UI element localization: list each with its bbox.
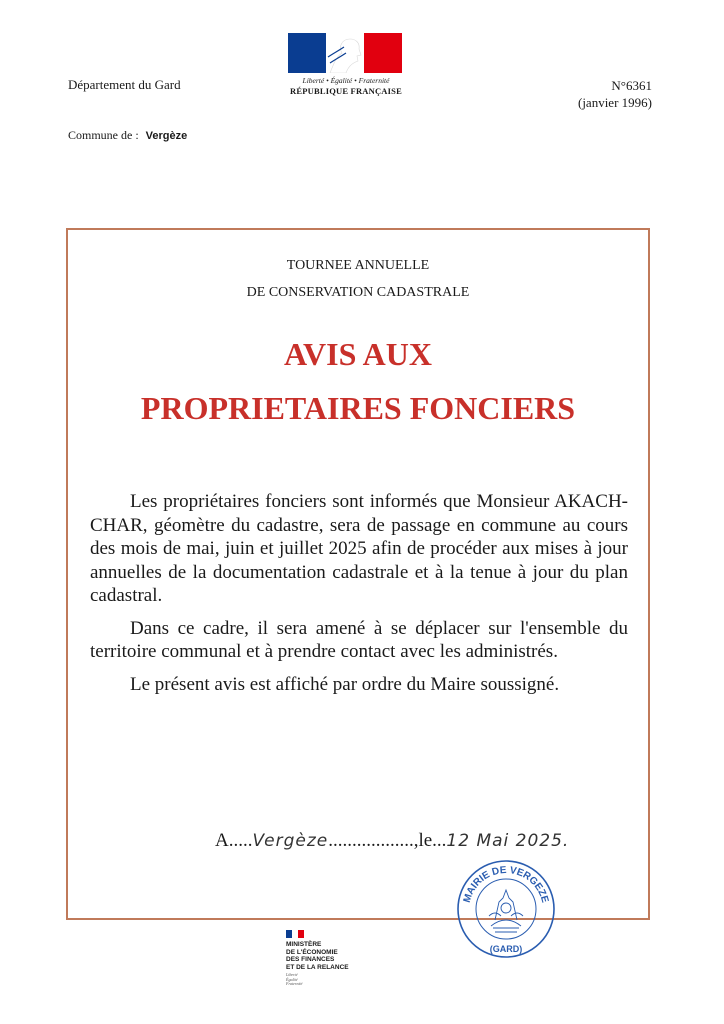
ministry-name	[286, 941, 376, 971]
ministry-motto-2: Égalité	[286, 976, 298, 982]
stamp-bottom-text: (GARD)	[489, 944, 523, 954]
signature-line: A.....Vergèze..................,le...12 Mai 2025.	[215, 830, 570, 851]
ministry-motto	[286, 973, 376, 987]
commune-value: Vergèze	[145, 130, 188, 142]
mini-flag-icon	[286, 930, 304, 938]
ministry-line-2: DE L'ÉCONOMIE	[286, 948, 338, 956]
notice-paragraph-3: Le présent avis est affiché par ordre du Maire soussigné.	[130, 673, 560, 695]
notice-subtitle-line1: TOURNEE ANNUELLE	[286, 258, 430, 273]
notice-paragraph-2: Dans ce cadre, il sera amené à se déplacer sur l'ensemble du territoire communal et à prendre contact avec les administrés.	[90, 617, 628, 662]
mairie-stamp	[455, 858, 557, 960]
date-prefix: ,le	[413, 830, 433, 851]
notice-title-line1: AVIS AUX	[284, 336, 432, 372]
notice-body	[90, 490, 628, 705]
place-handwritten: Vergèze	[252, 831, 329, 851]
ministry-motto-1: Liberté	[286, 972, 298, 977]
place-prefix: A	[215, 830, 229, 851]
republic-motto: Liberté • Égalité • Fraternité	[302, 76, 390, 85]
department-label: Département du Gard	[68, 77, 181, 92]
coat-of-arms-icon	[489, 890, 523, 932]
republic-name: RÉPUBLIQUE FRANÇAISE	[290, 86, 402, 96]
commune-line	[68, 128, 187, 143]
ministry-logo	[286, 930, 376, 987]
date-handwritten: 12 Mai 2025.	[446, 831, 570, 851]
republique-francaise-logo	[288, 33, 404, 105]
notice-paragraph-1: Les propriétaires fonciers sont informés que Monsieur AKACH-CHAR, géomètre du cadastre, sera de passage en commune au cours des mois de mai, juin et juillet 2025 afin de procéder aux mises à jour annuelles de la documentation cadastrale et à la tenue à jour du plan cadastral.	[90, 491, 628, 606]
ministry-motto-3: Fraternité	[286, 981, 303, 986]
form-date: (janvier 1996)	[577, 95, 652, 110]
marianne-profile-icon	[326, 33, 364, 73]
ministry-line-3: DES FINANCES	[286, 956, 335, 963]
tricolor-flag-icon	[288, 33, 402, 73]
ministry-line-1: MINISTÈRE	[286, 941, 322, 948]
notice-subtitle-line2: DE CONSERVATION CADASTRALE	[246, 285, 470, 300]
stamp-top-text: MAIRIE DE VERGEZE	[461, 864, 551, 905]
commune-label: Commune de :	[68, 128, 139, 142]
notice-title-line2: PROPRIETAIRES FONCIERS	[140, 390, 576, 426]
ministry-line-4: ET DE LA RELANCE	[286, 963, 349, 971]
form-reference	[560, 77, 652, 111]
form-number: N°6361	[611, 78, 652, 93]
